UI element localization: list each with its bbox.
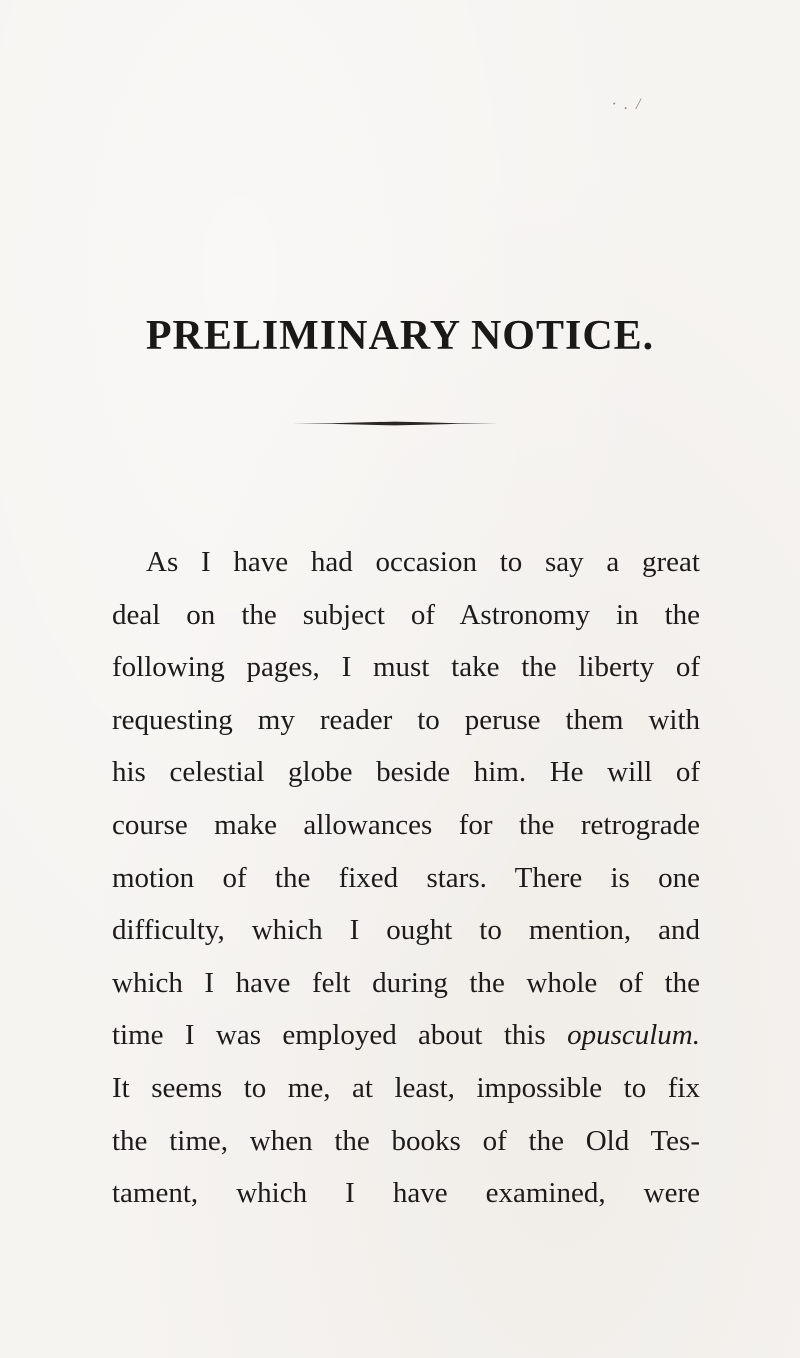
text-line-2: deal on the subject of Astronomy in the	[112, 598, 700, 631]
text-line-10-roman: time I was employed about this	[112, 1019, 568, 1052]
page-mark: · . /	[612, 96, 643, 113]
body-paragraph	[112, 536, 700, 1220]
text-line-9: which I have felt during the whole of the	[112, 966, 700, 999]
page-heading: PRELIMINARY NOTICE.	[145, 313, 655, 359]
text-line-5: his celestial globe beside him. He will of	[112, 756, 700, 789]
rule-ornament-icon	[292, 421, 498, 426]
text-line-8: difficulty, which I ought to mention, and	[112, 914, 700, 947]
text-line-10	[112, 1009, 700, 1062]
text-line-4: requesting my reader to peruse them with	[112, 703, 700, 736]
text-line-3: following pages, I must take the liberty of	[112, 651, 700, 684]
ornamental-rule	[292, 421, 498, 426]
text-line-7: motion of the fixed stars. There is one	[112, 861, 700, 894]
italic-term: opusculum.	[567, 1019, 700, 1052]
text-line-13: tament, which I have examined, were	[112, 1177, 700, 1210]
text-line-1: As I have had occasion to say a great	[146, 546, 700, 578]
text-line-12: the time, when the books of the Old Tes-	[112, 1124, 700, 1157]
text-line-6: course make allowances for the retrograde	[112, 808, 700, 841]
text-line-11: It seems to me, at least, impossible to fix	[112, 1071, 700, 1104]
